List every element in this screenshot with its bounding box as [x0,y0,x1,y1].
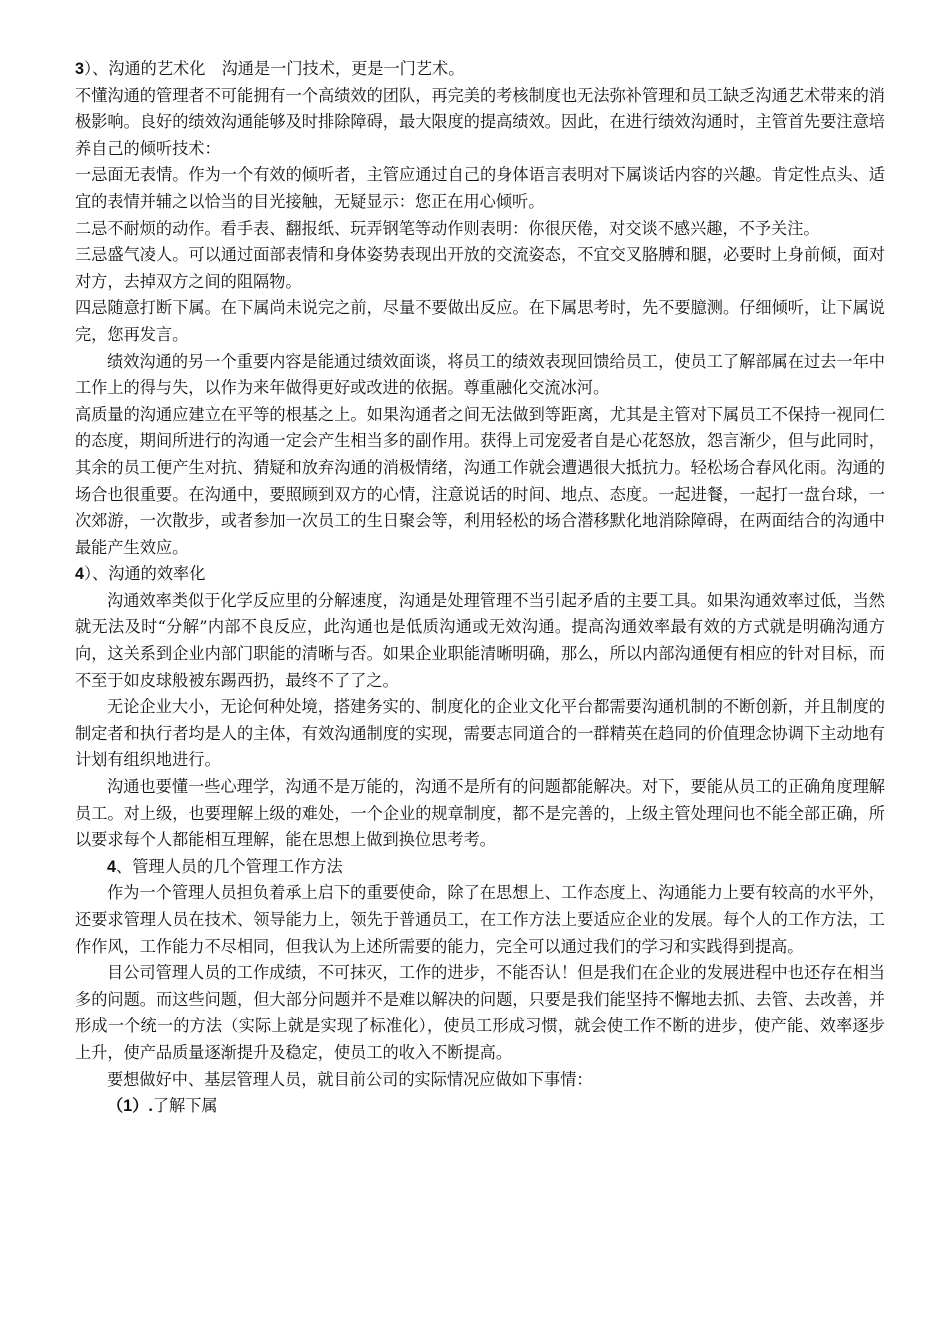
heading-text: ）、沟通的艺术化 沟通是一门技术，更是一门艺术。 [84,59,465,78]
section-heading-3 [75,56,885,83]
document-page [75,56,885,1120]
section-heading-4 [75,561,885,588]
body-paragraph: 不懂沟通的管理者不可能拥有一个高绩效的团队，再完美的考核制度也无法弥补管理和员工缺乏沟通艺术带来的消极影响。良好的绩效沟通能够及时排除障碍，最大限度的提高绩效。因此，在进行绩效沟通时，主管首先要注意培养自己的倾听技术： [75,85,885,158]
body-paragraph: 要想做好中、基层管理人员，就目前公司的实际情况应做如下事情： [107,1069,593,1089]
section-heading-management-methods [75,854,885,881]
body-paragraph: 二忌不耐烦的动作。看手表、翻报纸、玩弄钢笔等动作则表明：你很厌倦，对交谈不感兴趣，不予关注。 [75,218,820,238]
body-paragraph: 绩效沟通的另一个重要内容是能通过绩效面谈，将员工的绩效表现回馈给员工，使员工了解部属在过去一年中工作上的得与失，以作为来年做得更好或改进的依据。尊重融化交流冰河。 [75,351,885,398]
heading-text: 、管理人员的几个管理工作方法 [116,856,343,876]
body-paragraph: 沟通效率类似于化学反应里的分解速度，沟通是处理管理不当引起矛盾的主要工具。如果沟通效率过低，当然就无法及时“分解”内部不良反应，此沟通也是低质沟通或无效沟通。提高沟通效率最有效的方式就是明确沟通方向，这关系到企业内部门职能的清晰与否。如果企业职能清晰明确，那么，所以内部沟通便有相应的针对目标，而不至于如皮球般被东踢西扔，最终不了了之。 [75,590,885,690]
body-paragraph: 无论企业大小，无论何种处境，搭建务实的、制度化的企业文化平台都需要沟通机制的不断创新，并且制度的制定者和执行者均是人的主体，有效沟通制度的实现，需要志同道合的一群精英在趋同的价值理念协调下主动地有计划有组织地进行。 [75,697,885,770]
body-paragraph: 三忌盛气凌人。可以通过面部表情和身体姿势表现出开放的交流姿态，不宜交叉胳膊和腿，必要时上身前倾，面对对方，去掉双方之间的阻隔物。 [75,245,885,291]
body-paragraph: 作为一个管理人员担负着承上启下的重要使命，除了在思想上、工作态度上、沟通能力上要有较高的水平外，还要求管理人员在技术、领导能力上，领先于普通员工，在工作方法上要适应企业的发展。每个人的工作方法，工作作风，工作能力不尽相同，但我认为上述所需要的能力，完全可以通过我们的学习和实践得到提高。 [75,883,885,956]
heading-text: 了解下属 [152,1096,218,1116]
heading-number: 3 [75,60,85,78]
body-paragraph: 沟通也要懂一些心理学，沟通不是万能的，沟通不是所有的问题都能解决。对下，要能从员工的正确角度理解员工。对上级，也要理解上级的难处，一个企业的规章制度，都不是完善的，上级主管处理问也不能全部正确，所以要求每个人都能相互理解，能在思想上做到换位思考考。 [75,777,885,850]
body-paragraph: 四忌随意打断下属。在下属尚未说完之前，尽量不要做出反应。在下属思考时，先不要臆测。仔细倾听，让下属说完，您再发言。 [75,298,885,344]
subheading-understand-subordinates [75,1093,885,1120]
body-paragraph: 一忌面无表情。作为一个有效的倾听者，主管应通过自己的身体语言表明对下属谈话内容的兴趣。肯定性点头、适宜的表情并辅之以恰当的目光接触，无疑显示：您正在用心倾听。 [75,165,885,211]
body-paragraph: 目公司管理人员的工作成绩，不可抹灭，工作的进步，不能否认！但是我们在企业的发展进程中也还存在相当多的问题。而这些问题，但大部分问题并不是难以解决的问题，只要是我们能坚持不懈地去抓、去管、去改善，并形成一个统一的方法（实际上就是实现了标准化），使员工形成习惯，就会使工作不断的进步，使产能、效率逐步上升，使产品质量逐渐提升及稳定，使员工的收入不断提高。 [75,963,885,1062]
body-paragraph: 高质量的沟通应建立在平等的根基之上。如果沟通者之间无法做到等距离，尤其是主管对下属员工不保持一视同仁的态度，期间所进行的沟通一定会产生相当多的副作用。获得上司宠爱者自是心花怒放，怨言渐少，但与此同时，其余的员工便产生对抗、猜疑和放弃沟通的消极情绪，沟通工作就会遭遇很大抵抗力。轻松场合春风化雨。沟通的场合也很重要。在沟通中，要照顾到双方的心情，注意说话的时间、地点、态度。一起进餐，一起打一盘台球，一次郊游，一次散步，或者参加一次员工的生日聚会等，利用轻松的场合潜移默化地消除障碍，在两面结合的沟通中最能产生效应。 [75,404,885,557]
heading-number: （1）. [107,1097,153,1116]
heading-number: 4 [107,857,117,876]
heading-number: 4 [75,565,85,584]
heading-text: ）、沟通的效率化 [84,564,206,584]
